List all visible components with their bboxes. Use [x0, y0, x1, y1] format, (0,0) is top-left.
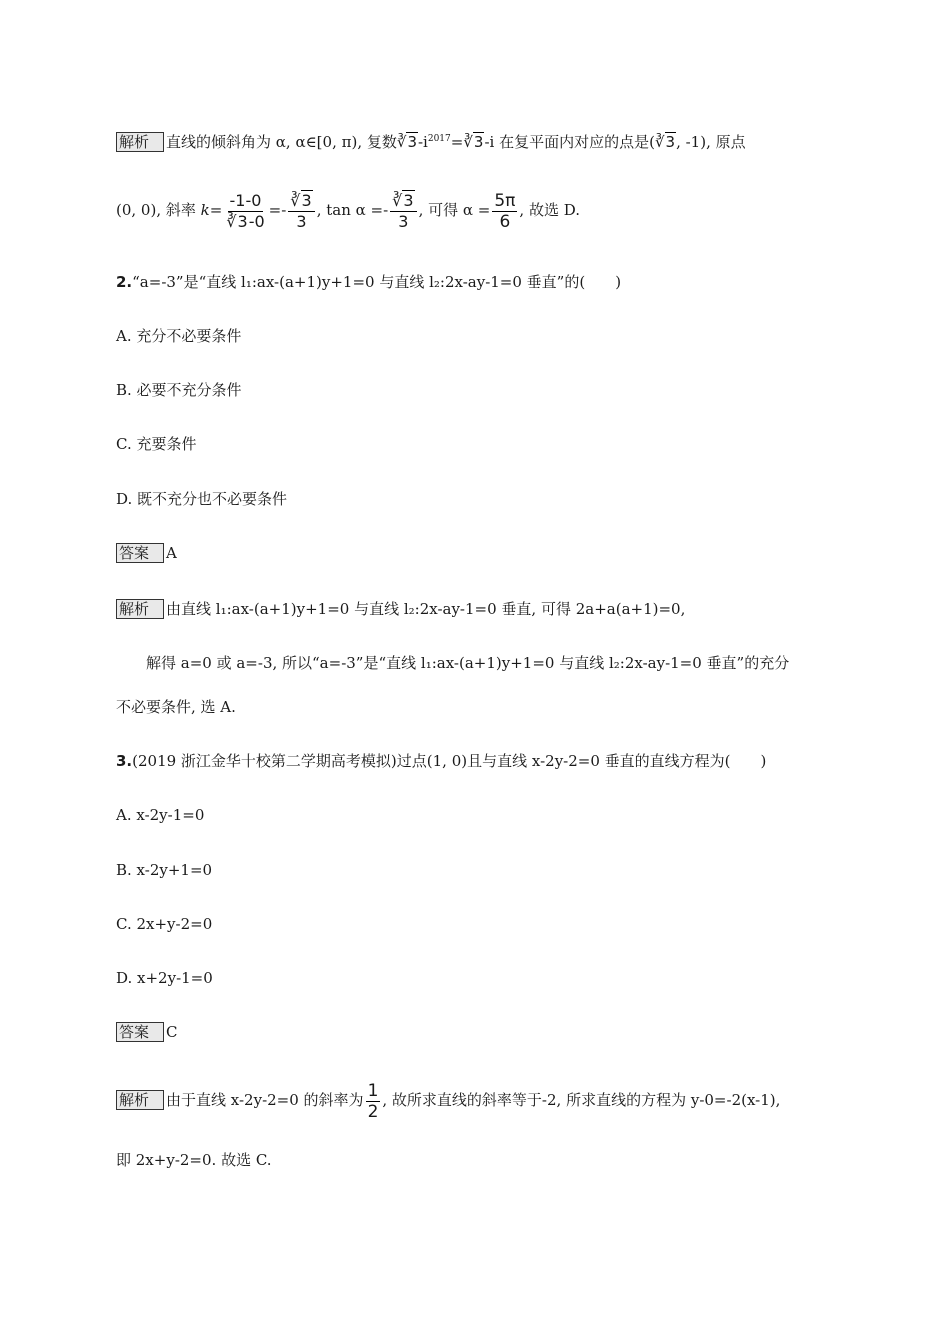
- q2-answer-value: A: [166, 544, 177, 562]
- root3-expr: ∛3: [396, 133, 417, 151]
- q3-answer-value: C: [166, 1023, 178, 1041]
- root3-expr: ∛3: [463, 133, 484, 151]
- q3-answer: [116, 1022, 178, 1042]
- tan-num: ∛3: [390, 191, 416, 212]
- answer-tag: 答案: [116, 1022, 164, 1042]
- slope-den: ∛3-0: [226, 211, 265, 231]
- q2-option-d: D. 既不充分也不必要条件: [116, 490, 288, 508]
- tan-fraction: [390, 191, 416, 232]
- q3-number: 3.: [116, 752, 133, 770]
- q3-analysis-pre: 由于直线 x-2y-2=0 的斜率为: [166, 1091, 364, 1109]
- q2-number: 2.: [116, 273, 133, 291]
- alpha-fraction: [492, 191, 517, 232]
- var-k: k: [200, 201, 210, 219]
- analysis-tag: 解析: [116, 599, 164, 619]
- q1-text-end: , 故选 D.: [519, 201, 580, 219]
- q1-text-d: -i 在复平面内对应的点是(: [484, 133, 655, 151]
- q1-text-tan: , tan α =-: [316, 201, 389, 219]
- q1-analysis-line-1: [116, 129, 746, 152]
- q1-text-c: =: [450, 133, 464, 151]
- q3-analysis-line-2: 即 2x+y-2=0. 故选 C.: [116, 1151, 272, 1169]
- q1-text-b: -i: [417, 133, 428, 151]
- half-num: 1: [367, 1080, 379, 1101]
- q2-analysis-line-3: 不必要条件, 选 A.: [116, 698, 236, 716]
- slope-value-fraction: [288, 191, 314, 232]
- q2-analysis-line-2: 解得 a=0 或 a=-3, 所以“a=-3”是“直线 l₁:ax-(a+1)y+1=0 与直线 l₂:2x-ay-1=0 垂直”的充分: [146, 654, 790, 672]
- q1-text-a: 直线的倾斜角为 α, α∈[0, π), 复数: [166, 133, 397, 151]
- alpha-num: 5π: [494, 190, 516, 211]
- half-den: 2: [367, 1101, 379, 1122]
- eq2: =-: [268, 201, 287, 219]
- exponent: 2017: [427, 134, 451, 144]
- q2-option-b: B. 必要不充分条件: [116, 381, 242, 399]
- q2-option-a: A. 充分不必要条件: [116, 327, 242, 345]
- eq: =: [209, 201, 223, 219]
- q3-analysis-post: , 故所求直线的斜率等于-2, 所求直线的方程为 y-0=-2(x-1),: [382, 1091, 781, 1109]
- slope-fraction: [224, 191, 266, 232]
- slope-num: -1-0: [229, 190, 262, 210]
- q2-option-c: C. 充要条件: [116, 435, 197, 453]
- q1-text-e: , -1), 原点: [676, 133, 746, 151]
- q3-option-c: C. 2x+y-2=0: [116, 915, 213, 933]
- q2-stem: [116, 272, 621, 292]
- q3-option-b: B. x-2y+1=0: [116, 861, 213, 879]
- analysis-tag: 解析: [116, 1090, 164, 1110]
- q1-text-f: (0, 0), 斜率: [116, 201, 201, 219]
- q3-option-d: D. x+2y-1=0: [116, 969, 213, 987]
- half-fraction: [366, 1081, 381, 1122]
- root3-expr: ∛3: [654, 133, 676, 151]
- q2-stem-text: “a=-3”是“直线 l₁:ax-(a+1)y+1=0 与直线 l₂:2x-ay-1=0 垂直”的( ): [132, 273, 622, 291]
- q2-analysis-text-1: 由直线 l₁:ax-(a+1)y+1=0 与直线 l₂:2x-ay-1=0 垂直, 可得 2a+a(a+1)=0,: [166, 600, 686, 618]
- analysis-tag: 解析: [116, 132, 164, 152]
- answer-tag: 答案: [116, 543, 164, 563]
- slope-value-den: 3: [296, 211, 307, 231]
- q1-text-g: , 可得 α =: [418, 201, 491, 219]
- q3-stem: [116, 751, 766, 771]
- slope-value-num: ∛3: [288, 191, 314, 212]
- q3-option-a: A. x-2y-1=0: [116, 806, 205, 824]
- tan-den: 3: [398, 211, 409, 231]
- q2-analysis-line-1: [116, 599, 685, 619]
- q2-answer: [116, 543, 177, 563]
- alpha-den: 6: [499, 211, 511, 232]
- q3-analysis-line-1: [116, 1078, 780, 1122]
- q1-analysis-line-2: [116, 188, 580, 232]
- q3-stem-text: (2019 浙江金华十校第二学期高考模拟)过点(1, 0)且与直线 x-2y-2=0 垂直的直线方程为( ): [132, 752, 767, 770]
